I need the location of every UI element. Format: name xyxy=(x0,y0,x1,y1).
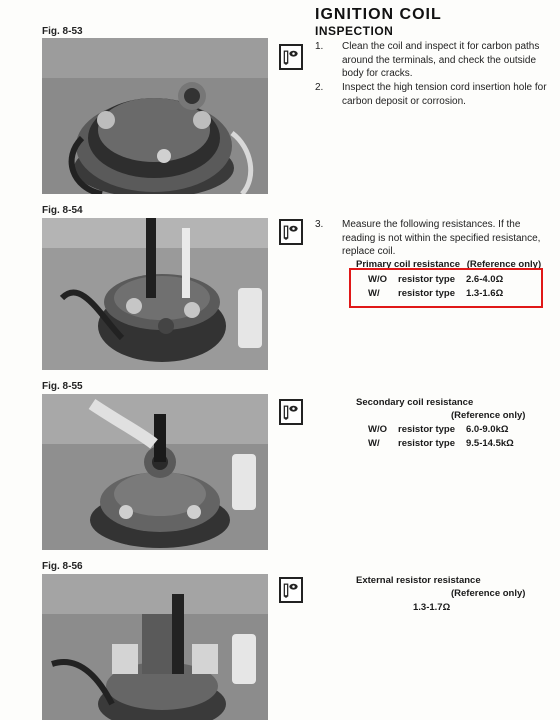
inspect-icon xyxy=(279,219,303,245)
primary-row-wo xyxy=(368,274,503,285)
primary-note: (Reference only) xyxy=(466,259,542,270)
section-title: IGNITION COIL xyxy=(315,6,442,23)
step-text: Measure the following resistances. If the reading is not within the specified resistance, replace coil. xyxy=(342,219,541,257)
row-value: 6.0-9.0kΩ xyxy=(466,424,509,435)
inspect-icon xyxy=(279,399,303,425)
row-code: W/O xyxy=(368,274,387,285)
step-text: Clean the coil and inspect it for carbon paths around the terminals, and check the outside body for cracks. xyxy=(342,41,540,79)
secondary-heading: Secondary coil resistance xyxy=(356,397,474,408)
secondary-note: (Reference only) xyxy=(451,410,526,421)
step-2 xyxy=(315,81,550,109)
figure-label-8-55: Fig. 8-55 xyxy=(42,381,83,392)
inspect-icon xyxy=(279,577,303,603)
secondary-row-wo xyxy=(368,424,508,435)
step-number: 2. xyxy=(315,82,324,93)
row-code: W/O xyxy=(368,424,387,435)
photo-ignition-coil-secondary xyxy=(42,394,268,550)
figure-label-8-56: Fig. 8-56 xyxy=(42,561,83,572)
step-3 xyxy=(315,218,550,260)
row-label: resistor type xyxy=(398,424,456,435)
step-number: 3. xyxy=(315,219,324,230)
row-value: 9.5-14.5kΩ xyxy=(466,438,514,449)
photo-ignition-coil-top xyxy=(42,38,268,194)
row-label: resistor type xyxy=(398,274,456,285)
row-label: resistor type xyxy=(398,288,456,299)
photo-external-resistor xyxy=(42,574,268,720)
photo-ignition-coil-probe xyxy=(42,218,268,370)
external-value: 1.3-1.7Ω xyxy=(413,602,451,613)
primary-row-w xyxy=(368,288,503,299)
figure-label-8-54: Fig. 8-54 xyxy=(42,205,83,216)
primary-heading-label: Primary coil resistance xyxy=(356,259,461,270)
row-code: W/ xyxy=(368,438,380,449)
external-heading: External resistor resistance xyxy=(356,575,481,586)
figure-label-8-53: Fig. 8-53 xyxy=(42,26,83,37)
row-code: W/ xyxy=(368,288,380,299)
step-text: Inspect the high tension cord insertion hole for carbon deposit or corrosion. xyxy=(342,82,547,107)
section-subtitle: INSPECTION xyxy=(315,24,394,38)
row-label: resistor type xyxy=(398,438,456,449)
step-number: 1. xyxy=(315,41,324,52)
row-value: 1.3-1.6Ω xyxy=(466,288,504,299)
step-1 xyxy=(315,40,550,82)
inspect-icon xyxy=(279,44,303,70)
external-note: (Reference only) xyxy=(451,588,526,599)
secondary-row-w xyxy=(368,438,514,449)
row-value: 2.6-4.0Ω xyxy=(466,274,504,285)
